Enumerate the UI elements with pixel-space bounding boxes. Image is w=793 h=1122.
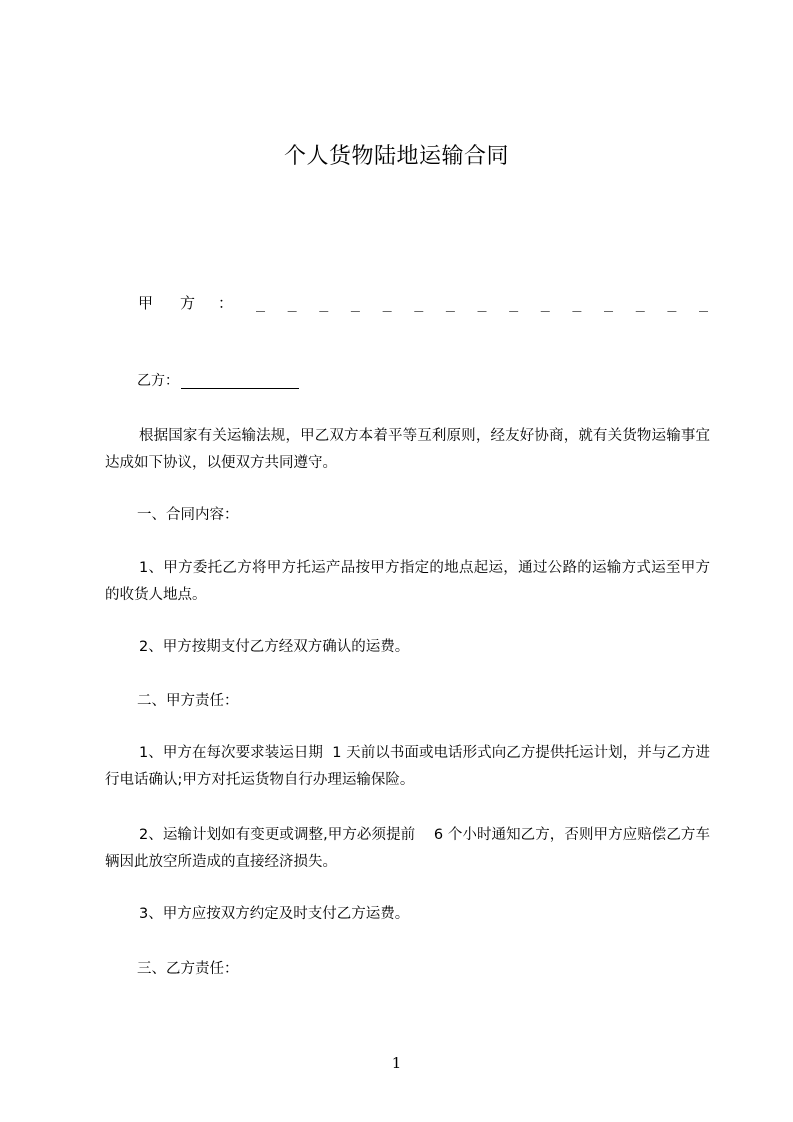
blank-dash: _ — [572, 294, 582, 312]
blank-dash: _ — [667, 294, 677, 312]
party-a-colon: ： — [218, 294, 234, 312]
party-a-blank-line — [256, 290, 708, 316]
section-2-heading: 二、甲方责任： — [137, 693, 239, 709]
document-title: 个人货物陆地运输合同 — [283, 144, 509, 169]
blank-dash: _ — [256, 294, 266, 312]
party-a-label-char-2: 方 — [180, 294, 196, 312]
blank-dash: _ — [382, 294, 392, 312]
blank-dash: _ — [509, 294, 519, 312]
section-1-item-1: 1、甲方委托乙方将甲方托运产品按甲方指定的地点起运，通过公路的运输方式运至甲方的收货人地点。 — [105, 560, 710, 603]
section-1-heading: 一、合同内容： — [137, 507, 239, 523]
blank-dash: _ — [698, 294, 708, 312]
blank-dash: _ — [540, 294, 550, 312]
blank-dash: _ — [604, 294, 614, 312]
section-2-item-2: 2、运输计划如有变更或调整,甲方必须提前 6 个小时通知乙方，否则甲方应赔偿乙方车辆因此放空所造成的直接经济损失。 — [105, 827, 710, 870]
party-b-line — [137, 368, 299, 394]
party-b-label: 乙方： — [137, 373, 179, 389]
blank-dash: _ — [477, 294, 487, 312]
party-b-blank-underline — [181, 370, 299, 389]
page-number: 1 — [391, 1054, 402, 1072]
blank-dash: _ — [635, 294, 645, 312]
section-2-item-1: 1、甲方在每次要求装运日期 1 天前以书面或电话形式向乙方提供托运计划，并与乙方进行电话确认;甲方对托运货物自行办理运输保险。 — [105, 745, 710, 788]
section-3-heading: 三、乙方责任： — [137, 961, 239, 977]
preamble-paragraph: 根据国家有关运输法规，甲乙双方本着平等互利原则，经友好协商，就有关货物运输事宜达成如下协议，以便双方共同遵守。 — [105, 428, 710, 471]
blank-dash: _ — [414, 294, 424, 312]
party-a-label-char-1: 甲 — [138, 294, 154, 312]
blank-dash: _ — [319, 294, 329, 312]
blank-dash: _ — [445, 294, 455, 312]
section-2-item-3: 3、甲方应按双方约定及时支付乙方运费。 — [139, 906, 410, 922]
blank-dash: _ — [287, 294, 297, 312]
section-1-item-2: 2、甲方按期支付乙方经双方确认的运费。 — [139, 639, 410, 655]
party-a-line — [138, 290, 708, 316]
blank-dash: _ — [350, 294, 360, 312]
